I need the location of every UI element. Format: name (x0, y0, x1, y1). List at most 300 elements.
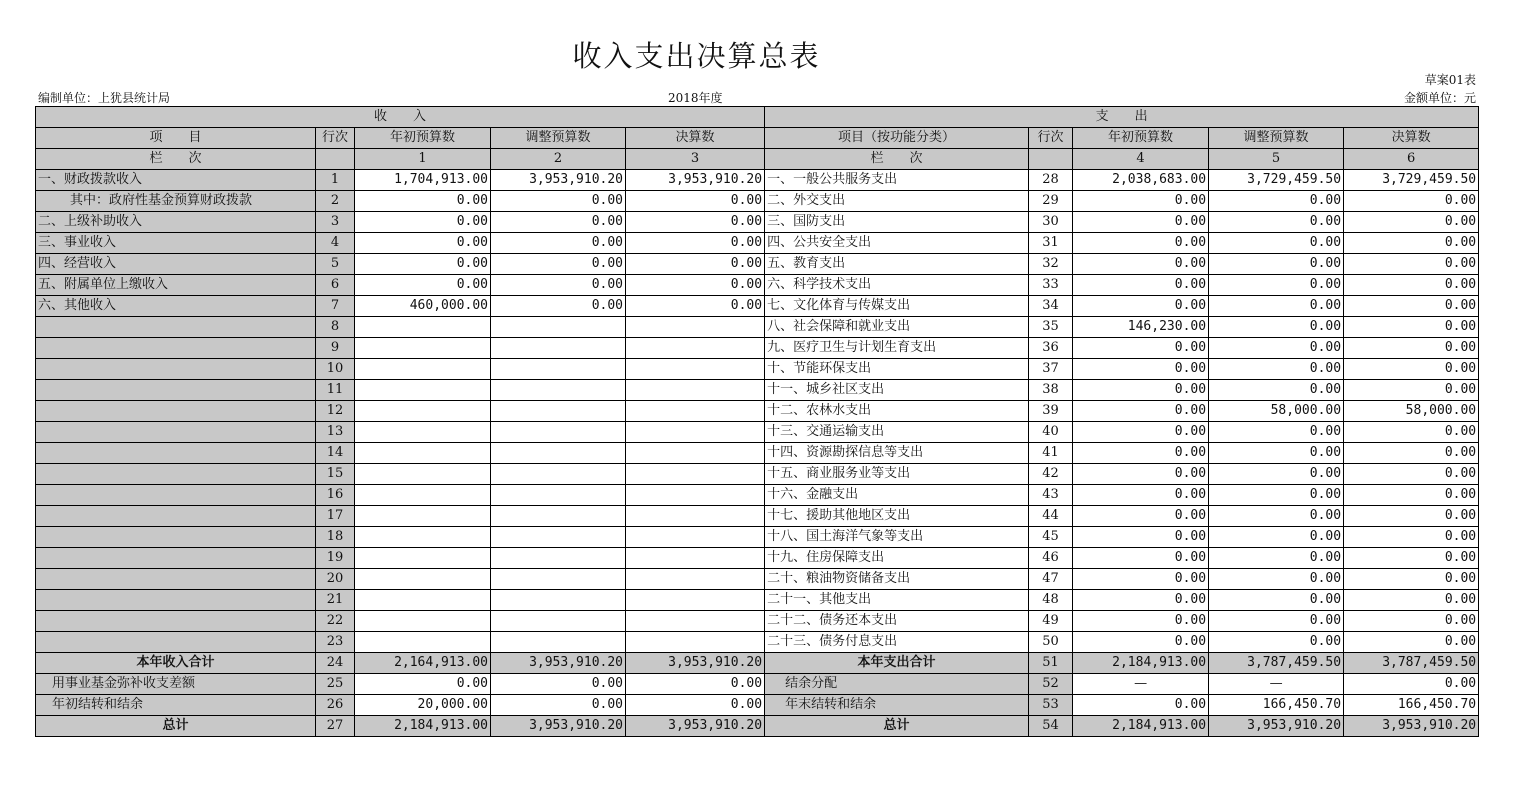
expense-adjusted: 0.00 (1209, 380, 1344, 401)
income-item (36, 548, 316, 569)
expense-adjusted: 3,729,459.50 (1209, 170, 1344, 191)
income-initial (355, 527, 491, 548)
table-row (36, 485, 1479, 506)
expense-adjusted: 0.00 (1209, 359, 1344, 380)
expense-initial: 0.00 (1073, 548, 1209, 569)
expense-initial: 2,038,683.00 (1073, 170, 1209, 191)
income-rowno: 1 (316, 170, 355, 191)
expense-initial: 0.00 (1073, 380, 1209, 401)
table-row (36, 317, 1479, 338)
expense-rowno: 52 (1029, 674, 1073, 695)
expense-item: 十、节能环保支出 (765, 359, 1029, 380)
income-group-header: 收 入 (36, 107, 765, 128)
fiscal-year: 2018年度 (668, 91, 723, 105)
income-adjusted (491, 590, 626, 611)
income-adjusted (491, 380, 626, 401)
expense-adjusted: 0.00 (1209, 569, 1344, 590)
table-row (36, 233, 1479, 254)
income-final: 0.00 (626, 212, 765, 233)
income-rowno: 14 (316, 443, 355, 464)
income-total-initial: 2,164,913.00 (355, 653, 491, 674)
expense-item: 结余分配 (765, 674, 1029, 695)
expense-rowno: 30 (1029, 212, 1073, 233)
income-initial (355, 548, 491, 569)
budget-summary-table (35, 106, 1479, 737)
income-item (36, 443, 316, 464)
expense-adjusted: 0.00 (1209, 506, 1344, 527)
expense-total-rowno: 51 (1029, 653, 1073, 674)
income-initial: 0.00 (355, 254, 491, 275)
expense-initial: 0.00 (1073, 233, 1209, 254)
income-final: 0.00 (626, 233, 765, 254)
expense-final: 0.00 (1344, 380, 1479, 401)
expense-initial: 0.00 (1073, 338, 1209, 359)
expense-item: 年末结转和结余 (765, 695, 1029, 716)
column-number-3: 3 (626, 149, 765, 170)
table-row (36, 632, 1479, 653)
expense-grand-total-label: 总计 (765, 716, 1029, 737)
income-item (36, 464, 316, 485)
income-adjusted: 0.00 (491, 212, 626, 233)
income-adjusted (491, 464, 626, 485)
expense-item: 十四、资源勘探信息等支出 (765, 443, 1029, 464)
expense-adjusted: 0.00 (1209, 485, 1344, 506)
income-final (626, 632, 765, 653)
table-row (36, 380, 1479, 401)
income-initial: 0.00 (355, 212, 491, 233)
expense-initial: 0.00 (1073, 275, 1209, 296)
income-adjusted (491, 527, 626, 548)
income-grand-total-rowno: 27 (316, 716, 355, 737)
income-item: 一、财政拨款收入 (36, 170, 316, 191)
expense-final: 0.00 (1344, 296, 1479, 317)
expense-rowno: 31 (1029, 233, 1073, 254)
column-header-row (36, 128, 1479, 149)
expense-final: 0.00 (1344, 191, 1479, 212)
expense-final: 0.00 (1344, 674, 1479, 695)
income-adjusted: 0.00 (491, 296, 626, 317)
income-adjusted (491, 317, 626, 338)
income-grand-total-adjusted: 3,953,910.20 (491, 716, 626, 737)
expense-item: 九、医疗卫生与计划生育支出 (765, 338, 1029, 359)
expense-adjusted: 0.00 (1209, 275, 1344, 296)
expense-item: 五、教育支出 (765, 254, 1029, 275)
expense-adjusted: 0.00 (1209, 254, 1344, 275)
expense-item-header: 项目（按功能分类） (765, 128, 1029, 149)
income-rowno: 22 (316, 611, 355, 632)
income-rowno: 19 (316, 548, 355, 569)
expense-rowno: 29 (1029, 191, 1073, 212)
expense-item: 十五、商业服务业等支出 (765, 464, 1029, 485)
income-initial: 0.00 (355, 674, 491, 695)
expense-rowno: 37 (1029, 359, 1073, 380)
expense-item: 二十一、其他支出 (765, 590, 1029, 611)
expense-total-adjusted: 3,787,459.50 (1209, 653, 1344, 674)
income-final: 0.00 (626, 275, 765, 296)
expense-item: 十三、交通运输支出 (765, 422, 1029, 443)
column-number-1: 1 (355, 149, 491, 170)
income-item (36, 338, 316, 359)
column-number-5: 5 (1209, 149, 1344, 170)
expense-final: 0.00 (1344, 443, 1479, 464)
income-final (626, 443, 765, 464)
table-row (36, 548, 1479, 569)
table-row (36, 674, 1479, 695)
table-row (36, 527, 1479, 548)
expense-adjusted: 0.00 (1209, 317, 1344, 338)
expense-initial: 0.00 (1073, 590, 1209, 611)
income-column-label: 栏 次 (36, 149, 316, 170)
expense-adjusted: 0.00 (1209, 191, 1344, 212)
table-row (36, 506, 1479, 527)
expense-total-initial: 2,184,913.00 (1073, 653, 1209, 674)
income-final (626, 548, 765, 569)
income-initial (355, 611, 491, 632)
expense-adjusted: 166,450.70 (1209, 695, 1344, 716)
expense-initial: 0.00 (1073, 506, 1209, 527)
expense-initial: 0.00 (1073, 401, 1209, 422)
income-rowno: 16 (316, 485, 355, 506)
expense-item: 十一、城乡社区支出 (765, 380, 1029, 401)
income-rowno: 4 (316, 233, 355, 254)
income-adjusted (491, 548, 626, 569)
income-final: 0.00 (626, 674, 765, 695)
income-final (626, 317, 765, 338)
income-initial (355, 443, 491, 464)
income-item (36, 590, 316, 611)
income-item: 六、其他收入 (36, 296, 316, 317)
income-rowno: 8 (316, 317, 355, 338)
expense-item: 四、公共安全支出 (765, 233, 1029, 254)
column-number-2: 2 (491, 149, 626, 170)
expense-initial: 0.00 (1073, 191, 1209, 212)
expense-adjusted: 0.00 (1209, 632, 1344, 653)
income-total-final: 3,953,910.20 (626, 653, 765, 674)
income-final: 0.00 (626, 695, 765, 716)
income-adjusted: 0.00 (491, 695, 626, 716)
expense-rowno: 41 (1029, 443, 1073, 464)
expense-initial: 0.00 (1073, 212, 1209, 233)
column-number-row (36, 149, 1479, 170)
income-adjusted (491, 443, 626, 464)
income-item (36, 380, 316, 401)
expense-final: 0.00 (1344, 632, 1479, 653)
table-row (36, 611, 1479, 632)
income-grand-total-final: 3,953,910.20 (626, 716, 765, 737)
income-final (626, 611, 765, 632)
income-item-header: 项 目 (36, 128, 316, 149)
column-number-6: 6 (1344, 149, 1479, 170)
expense-initial: 0.00 (1073, 296, 1209, 317)
expense-initial: 0.00 (1073, 569, 1209, 590)
income-rowno: 13 (316, 422, 355, 443)
table-number: 草案01表 (1424, 73, 1476, 87)
income-rowno: 2 (316, 191, 355, 212)
expense-grand-total-adjusted: 3,953,910.20 (1209, 716, 1344, 737)
expense-grand-total-rowno: 54 (1029, 716, 1073, 737)
income-initial-header: 年初预算数 (355, 128, 491, 149)
expense-rowno: 49 (1029, 611, 1073, 632)
income-initial (355, 506, 491, 527)
expense-final: 0.00 (1344, 548, 1479, 569)
income-grand-total-label: 总计 (36, 716, 316, 737)
table-row (36, 422, 1479, 443)
income-item: 二、上级补助收入 (36, 212, 316, 233)
total-row (36, 653, 1479, 674)
income-rowno: 11 (316, 380, 355, 401)
income-rowno: 3 (316, 212, 355, 233)
table-row (36, 338, 1479, 359)
expense-final: 0.00 (1344, 611, 1479, 632)
table-row (36, 254, 1479, 275)
expense-item: 二十、粮油物资储备支出 (765, 569, 1029, 590)
income-item (36, 569, 316, 590)
expense-rowno: 39 (1029, 401, 1073, 422)
income-initial: 0.00 (355, 233, 491, 254)
expense-rowno: 47 (1029, 569, 1073, 590)
income-rowno: 23 (316, 632, 355, 653)
income-final (626, 506, 765, 527)
expense-rowno: 50 (1029, 632, 1073, 653)
income-final: 0.00 (626, 254, 765, 275)
table-row (36, 275, 1479, 296)
income-adjusted (491, 338, 626, 359)
income-adjusted: 3,953,910.20 (491, 170, 626, 191)
income-initial: 20,000.00 (355, 695, 491, 716)
expense-initial: 0.00 (1073, 443, 1209, 464)
income-item: 三、事业收入 (36, 233, 316, 254)
expense-final: 0.00 (1344, 506, 1479, 527)
income-item (36, 527, 316, 548)
income-initial (355, 359, 491, 380)
expense-adjusted: 0.00 (1209, 590, 1344, 611)
expense-final: 166,450.70 (1344, 695, 1479, 716)
expense-item: 七、文化体育与传媒支出 (765, 296, 1029, 317)
expense-final-header: 决算数 (1344, 128, 1479, 149)
expense-item: 十七、援助其他地区支出 (765, 506, 1029, 527)
expense-adjusted: 0.00 (1209, 443, 1344, 464)
expense-grand-total-final: 3,953,910.20 (1344, 716, 1479, 737)
table-row (36, 443, 1479, 464)
income-final (626, 485, 765, 506)
income-adjusted: 0.00 (491, 191, 626, 212)
table-row (36, 569, 1479, 590)
expense-adjusted: 0.00 (1209, 212, 1344, 233)
income-rowno: 20 (316, 569, 355, 590)
expense-adjusted: — (1209, 674, 1344, 695)
expense-final: 0.00 (1344, 590, 1479, 611)
expense-final: 3,729,459.50 (1344, 170, 1479, 191)
expense-item: 十二、农林水支出 (765, 401, 1029, 422)
expense-adjusted-header: 调整预算数 (1209, 128, 1344, 149)
income-rowno: 10 (316, 359, 355, 380)
income-item: 五、附属单位上缴收入 (36, 275, 316, 296)
column-number-4: 4 (1073, 149, 1209, 170)
income-adjusted (491, 611, 626, 632)
expense-final: 0.00 (1344, 359, 1479, 380)
expense-adjusted: 0.00 (1209, 464, 1344, 485)
income-final: 0.00 (626, 296, 765, 317)
income-item (36, 401, 316, 422)
income-rowno: 9 (316, 338, 355, 359)
income-total-adjusted: 3,953,910.20 (491, 653, 626, 674)
income-rowno: 25 (316, 674, 355, 695)
expense-initial: 0.00 (1073, 464, 1209, 485)
expense-adjusted: 0.00 (1209, 233, 1344, 254)
income-initial (355, 401, 491, 422)
expense-adjusted: 0.00 (1209, 422, 1344, 443)
table-row (36, 695, 1479, 716)
expense-rowno: 34 (1029, 296, 1073, 317)
income-rowno: 12 (316, 401, 355, 422)
income-item (36, 632, 316, 653)
expense-final: 0.00 (1344, 485, 1479, 506)
expense-initial: 0.00 (1073, 527, 1209, 548)
income-final (626, 527, 765, 548)
income-adjusted-header: 调整预算数 (491, 128, 626, 149)
income-initial (355, 569, 491, 590)
expense-item: 二、外交支出 (765, 191, 1029, 212)
expense-rowno: 32 (1029, 254, 1073, 275)
expense-initial: 0.00 (1073, 485, 1209, 506)
expense-rowno: 33 (1029, 275, 1073, 296)
expense-rowno: 46 (1029, 548, 1073, 569)
income-initial (355, 422, 491, 443)
expense-item: 十九、住房保障支出 (765, 548, 1029, 569)
income-final (626, 380, 765, 401)
expense-initial: 0.00 (1073, 611, 1209, 632)
income-final (626, 422, 765, 443)
expense-rowno: 40 (1029, 422, 1073, 443)
income-rowno: 18 (316, 527, 355, 548)
income-initial (355, 632, 491, 653)
income-item: 年初结转和结余 (36, 695, 316, 716)
income-adjusted: 0.00 (491, 233, 626, 254)
income-final (626, 464, 765, 485)
income-rowno-header: 行次 (316, 128, 355, 149)
expense-final: 0.00 (1344, 338, 1479, 359)
income-final (626, 590, 765, 611)
expense-adjusted: 0.00 (1209, 296, 1344, 317)
expense-final: 0.00 (1344, 527, 1479, 548)
expense-adjusted: 58,000.00 (1209, 401, 1344, 422)
expense-final: 0.00 (1344, 422, 1479, 443)
expense-rowno: 35 (1029, 317, 1073, 338)
table-row (36, 296, 1479, 317)
expense-initial: 0.00 (1073, 254, 1209, 275)
expense-rowno: 53 (1029, 695, 1073, 716)
group-header-row (36, 107, 1479, 128)
expense-rowno: 45 (1029, 527, 1073, 548)
income-adjusted: 0.00 (491, 674, 626, 695)
table-row (36, 359, 1479, 380)
expense-initial-header: 年初预算数 (1073, 128, 1209, 149)
table-row (36, 464, 1479, 485)
expense-grand-total-initial: 2,184,913.00 (1073, 716, 1209, 737)
income-total-label: 本年收入合计 (36, 653, 316, 674)
table-row (36, 212, 1479, 233)
expense-item: 六、科学技术支出 (765, 275, 1029, 296)
expense-rowno: 43 (1029, 485, 1073, 506)
income-rowno: 5 (316, 254, 355, 275)
income-adjusted (491, 422, 626, 443)
income-adjusted (491, 632, 626, 653)
expense-final: 0.00 (1344, 464, 1479, 485)
income-adjusted (491, 485, 626, 506)
expense-initial: 0.00 (1073, 695, 1209, 716)
income-total-rowno: 24 (316, 653, 355, 674)
expense-initial: 0.00 (1073, 632, 1209, 653)
report-title: 收入支出决算总表 (572, 39, 821, 73)
expense-item: 二十三、债务付息支出 (765, 632, 1029, 653)
expense-initial: 146,230.00 (1073, 317, 1209, 338)
expense-item: 三、国防支出 (765, 212, 1029, 233)
income-rowno: 15 (316, 464, 355, 485)
expense-item: 八、社会保障和就业支出 (765, 317, 1029, 338)
grand-total-row (36, 716, 1479, 737)
income-final (626, 569, 765, 590)
income-adjusted: 0.00 (491, 275, 626, 296)
compiling-unit: 编制单位：上犹县统计局 (38, 91, 171, 105)
expense-rowno-header: 行次 (1029, 128, 1073, 149)
table-row (36, 401, 1479, 422)
expense-group-header: 支 出 (765, 107, 1479, 128)
expense-final: 0.00 (1344, 569, 1479, 590)
income-initial (355, 485, 491, 506)
income-final: 3,953,910.20 (626, 170, 765, 191)
expense-final: 58,000.00 (1344, 401, 1479, 422)
income-initial (355, 338, 491, 359)
expense-column-label: 栏 次 (765, 149, 1029, 170)
expense-item: 二十二、债务还本支出 (765, 611, 1029, 632)
expense-item: 十六、金融支出 (765, 485, 1029, 506)
table-row (36, 590, 1479, 611)
income-item: 四、经营收入 (36, 254, 316, 275)
income-item (36, 359, 316, 380)
income-final (626, 401, 765, 422)
income-final (626, 359, 765, 380)
expense-item: 一、一般公共服务支出 (765, 170, 1029, 191)
expense-total-final: 3,787,459.50 (1344, 653, 1479, 674)
expense-final: 0.00 (1344, 275, 1479, 296)
income-adjusted (491, 359, 626, 380)
expense-initial: 0.00 (1073, 359, 1209, 380)
income-initial: 460,000.00 (355, 296, 491, 317)
income-rowno: 26 (316, 695, 355, 716)
income-item (36, 422, 316, 443)
income-item (36, 485, 316, 506)
income-item (36, 317, 316, 338)
expense-rowno: 38 (1029, 380, 1073, 401)
income-initial (355, 464, 491, 485)
income-rowno: 6 (316, 275, 355, 296)
expense-final: 0.00 (1344, 254, 1479, 275)
income-item (36, 611, 316, 632)
expense-rowno: 42 (1029, 464, 1073, 485)
income-initial (355, 380, 491, 401)
income-final (626, 338, 765, 359)
expense-rowno: 48 (1029, 590, 1073, 611)
income-initial: 0.00 (355, 191, 491, 212)
expense-rowno: 28 (1029, 170, 1073, 191)
income-rowno: 7 (316, 296, 355, 317)
income-rowno-blank (316, 149, 355, 170)
income-initial (355, 590, 491, 611)
income-item: 用事业基金弥补收支差额 (36, 674, 316, 695)
expense-rowno: 36 (1029, 338, 1073, 359)
income-adjusted (491, 569, 626, 590)
table-row (36, 170, 1479, 191)
